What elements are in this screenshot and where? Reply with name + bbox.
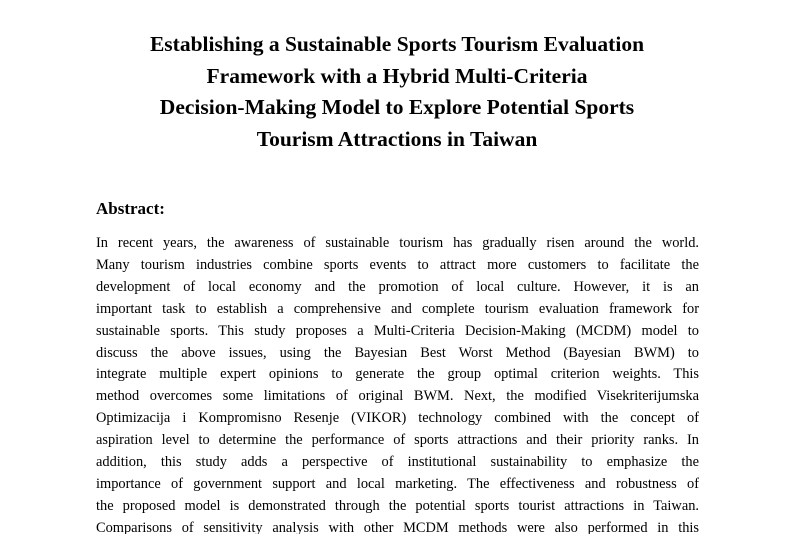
abstract-line: importance of government support and local marketing. The effectiveness and robustness of: [96, 475, 699, 492]
abstract-line: addition, this study adds a perspective of institutional sustainability to emphasize the: [96, 454, 699, 471]
abstract-body: [96, 233, 699, 534]
abstract-line: Comparisons of sensitivity analysis with other MCDM methods were also performed in this: [96, 519, 699, 534]
title-line: Tourism Attractions in Taiwan: [256, 126, 538, 151]
title-line: Establishing a Sustainable Sports Tourism Evaluation: [149, 32, 645, 56]
abstract-line: important task to establish a comprehensive and complete tourism evaluation framework for: [96, 300, 699, 317]
abstract-line: sustainable sports. This study proposes a Multi-Criteria Decision-Making (MCDM) model to: [96, 322, 699, 339]
abstract-line: method overcomes some limitations of original BWM. Next, the modified Visekriterijumska: [96, 388, 699, 405]
abstract-line: development of local economy and the promotion of local culture. However, it is an: [96, 278, 699, 295]
abstract-line: integrate multiple expert opinions to generate the group optimal criterion weights. This: [96, 366, 699, 383]
abstract-line: aspiration level to determine the performance of sports attractions and their priority ranks. In: [96, 432, 699, 449]
abstract-line: Optimizacija i Kompromisno Resenje (VIKOR) technology combined with the concept of: [96, 410, 699, 427]
abstract-heading: Abstract:: [96, 199, 165, 218]
title-line: Framework with a Hybrid Multi-Criteria: [206, 63, 588, 88]
abstract-line: In recent years, the awareness of sustainable tourism has gradually risen around the world.: [96, 235, 699, 251]
abstract-line: discuss the above issues, using the Bayesian Best Worst Method (Bayesian BWM) to: [96, 344, 699, 361]
abstract-line: Many tourism industries combine sports events to attract more customers to facilitate the: [96, 256, 699, 273]
paper-title: [96, 29, 698, 155]
abstract-line: the proposed model is demonstrated through the potential sports tourist attractions in Taiwan.: [96, 497, 699, 514]
title-line: Decision-Making Model to Explore Potential Sports: [159, 95, 635, 120]
